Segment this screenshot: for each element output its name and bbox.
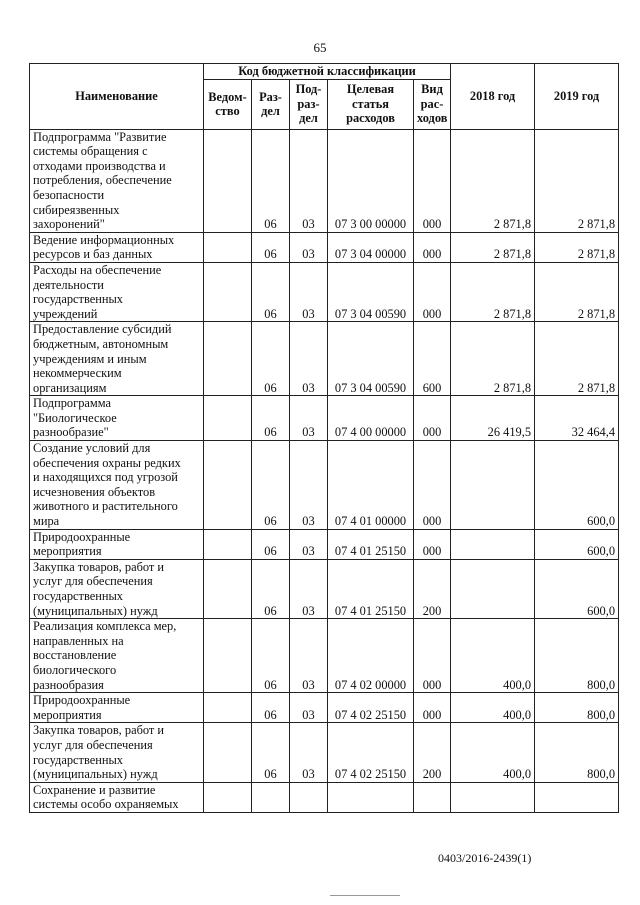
- row-dept: [204, 782, 252, 812]
- row-target: 07 3 04 00590: [328, 262, 414, 321]
- row-dept: [204, 262, 252, 321]
- row-2018: [451, 441, 535, 530]
- row-2019: 2 871,8: [535, 232, 619, 262]
- row-kind: 000: [414, 619, 451, 693]
- row-target: 07 4 01 00000: [328, 441, 414, 530]
- row-target: 07 3 04 00590: [328, 322, 414, 396]
- row-2019: 600,0: [535, 529, 619, 559]
- row-2019: 800,0: [535, 723, 619, 782]
- budget-table: [29, 63, 619, 813]
- row-name: Предоставление субсидий бюджетным, автономным учреждениям и иным некоммерческим организациям: [30, 322, 204, 396]
- row-subsection: 03: [290, 232, 328, 262]
- row-subsection: 03: [290, 129, 328, 232]
- row-kind: 000: [414, 396, 451, 441]
- table-body: [30, 129, 619, 812]
- row-dept: [204, 441, 252, 530]
- header-section: Раз- дел: [252, 79, 290, 129]
- row-dept: [204, 396, 252, 441]
- row-section: 06: [252, 129, 290, 232]
- row-dept: [204, 232, 252, 262]
- table-row: [30, 782, 619, 812]
- row-kind: 000: [414, 232, 451, 262]
- row-2018: 2 871,8: [451, 129, 535, 232]
- row-target: 07 4 02 00000: [328, 619, 414, 693]
- row-section: 06: [252, 441, 290, 530]
- header-kind: Вид рас- ходов: [414, 79, 451, 129]
- scan-artifact: [330, 895, 400, 896]
- row-2018: [451, 782, 535, 812]
- row-subsection: 03: [290, 396, 328, 441]
- row-dept: [204, 129, 252, 232]
- row-2019: 800,0: [535, 693, 619, 723]
- page-number: 65: [313, 40, 327, 55]
- row-subsection: 03: [290, 262, 328, 321]
- row-name: Создание условий для обеспечения охраны редких и находящихся под угрозой исчезновения объектов животного и растительного мира: [30, 441, 204, 530]
- table-row: [30, 322, 619, 396]
- row-subsection: 03: [290, 619, 328, 693]
- row-2018: 26 419,5: [451, 396, 535, 441]
- row-dept: [204, 619, 252, 693]
- row-target: 07 4 01 25150: [328, 559, 414, 618]
- row-name: Закупка товаров, работ и услуг для обеспечения государственных (муниципальных) нужд: [30, 559, 204, 618]
- row-kind: 000: [414, 262, 451, 321]
- row-section: [252, 782, 290, 812]
- row-subsection: [290, 782, 328, 812]
- row-2019: 2 871,8: [535, 262, 619, 321]
- row-dept: [204, 322, 252, 396]
- row-kind: 200: [414, 723, 451, 782]
- row-2019: 600,0: [535, 559, 619, 618]
- row-kind: 000: [414, 693, 451, 723]
- row-target: 07 4 02 25150: [328, 693, 414, 723]
- row-kind: 600: [414, 322, 451, 396]
- row-2018: 2 871,8: [451, 262, 535, 321]
- row-section: 06: [252, 396, 290, 441]
- row-target: 07 4 01 25150: [328, 529, 414, 559]
- table-row: [30, 723, 619, 782]
- row-2018: 400,0: [451, 693, 535, 723]
- row-2019: [535, 782, 619, 812]
- table-row: [30, 441, 619, 530]
- row-section: 06: [252, 723, 290, 782]
- header-target: Целевая статья расходов: [328, 79, 414, 129]
- row-section: 06: [252, 232, 290, 262]
- row-section: 06: [252, 619, 290, 693]
- row-target: [328, 782, 414, 812]
- table-row: [30, 619, 619, 693]
- row-2019: 32 464,4: [535, 396, 619, 441]
- table-row: [30, 262, 619, 321]
- row-section: 06: [252, 262, 290, 321]
- row-target: 07 4 00 00000: [328, 396, 414, 441]
- row-dept: [204, 529, 252, 559]
- header-2019: 2019 год: [535, 64, 619, 130]
- row-subsection: 03: [290, 559, 328, 618]
- document-code: 0403/2016-2439(1): [438, 851, 532, 865]
- table-row: [30, 559, 619, 618]
- row-name: Закупка товаров, работ и услуг для обеспечения государственных (муниципальных) нужд: [30, 723, 204, 782]
- row-kind: 200: [414, 559, 451, 618]
- row-name: Расходы на обеспечение деятельности государственных учреждений: [30, 262, 204, 321]
- row-2018: 400,0: [451, 619, 535, 693]
- row-subsection: 03: [290, 322, 328, 396]
- row-target: 07 3 04 00000: [328, 232, 414, 262]
- row-2018: 2 871,8: [451, 322, 535, 396]
- row-2019: 600,0: [535, 441, 619, 530]
- row-target: 07 3 00 00000: [328, 129, 414, 232]
- header-2018: 2018 год: [451, 64, 535, 130]
- table-row: [30, 232, 619, 262]
- row-dept: [204, 559, 252, 618]
- row-subsection: 03: [290, 693, 328, 723]
- row-kind: [414, 782, 451, 812]
- row-2018: 400,0: [451, 723, 535, 782]
- row-subsection: 03: [290, 441, 328, 530]
- row-section: 06: [252, 559, 290, 618]
- header-code-group: Код бюджетной классификации: [204, 64, 451, 80]
- row-2018: 2 871,8: [451, 232, 535, 262]
- row-section: 06: [252, 529, 290, 559]
- table-row: [30, 529, 619, 559]
- header-name: Наименование: [30, 64, 204, 130]
- table-row: [30, 129, 619, 232]
- table-row: [30, 396, 619, 441]
- row-subsection: 03: [290, 723, 328, 782]
- row-dept: [204, 723, 252, 782]
- row-kind: 000: [414, 129, 451, 232]
- row-name: Природоохранные мероприятия: [30, 529, 204, 559]
- header-subsection: Под- раз- дел: [290, 79, 328, 129]
- row-name: Подпрограмма "Развитие системы обращения с отходами производства и потребления, обеспечение безопасности сибиреязвенных захоронений": [30, 129, 204, 232]
- row-name: Природоохранные мероприятия: [30, 693, 204, 723]
- row-section: 06: [252, 322, 290, 396]
- row-2019: 800,0: [535, 619, 619, 693]
- row-name: Ведение информационных ресурсов и баз данных: [30, 232, 204, 262]
- table-header: [30, 64, 619, 130]
- row-section: 06: [252, 693, 290, 723]
- row-2019: 2 871,8: [535, 129, 619, 232]
- row-2018: [451, 559, 535, 618]
- row-name: Подпрограмма "Биологическое разнообразие": [30, 396, 204, 441]
- row-2018: [451, 529, 535, 559]
- row-2019: 2 871,8: [535, 322, 619, 396]
- row-kind: 000: [414, 529, 451, 559]
- row-kind: 000: [414, 441, 451, 530]
- row-target: 07 4 02 25150: [328, 723, 414, 782]
- row-name: Реализация комплекса мер, направленных на восстановление биологического разнообразия: [30, 619, 204, 693]
- row-dept: [204, 693, 252, 723]
- table-row: [30, 693, 619, 723]
- header-dept: Ведом- ство: [204, 79, 252, 129]
- row-subsection: 03: [290, 529, 328, 559]
- row-name: Сохранение и развитие системы особо охраняемых: [30, 782, 204, 812]
